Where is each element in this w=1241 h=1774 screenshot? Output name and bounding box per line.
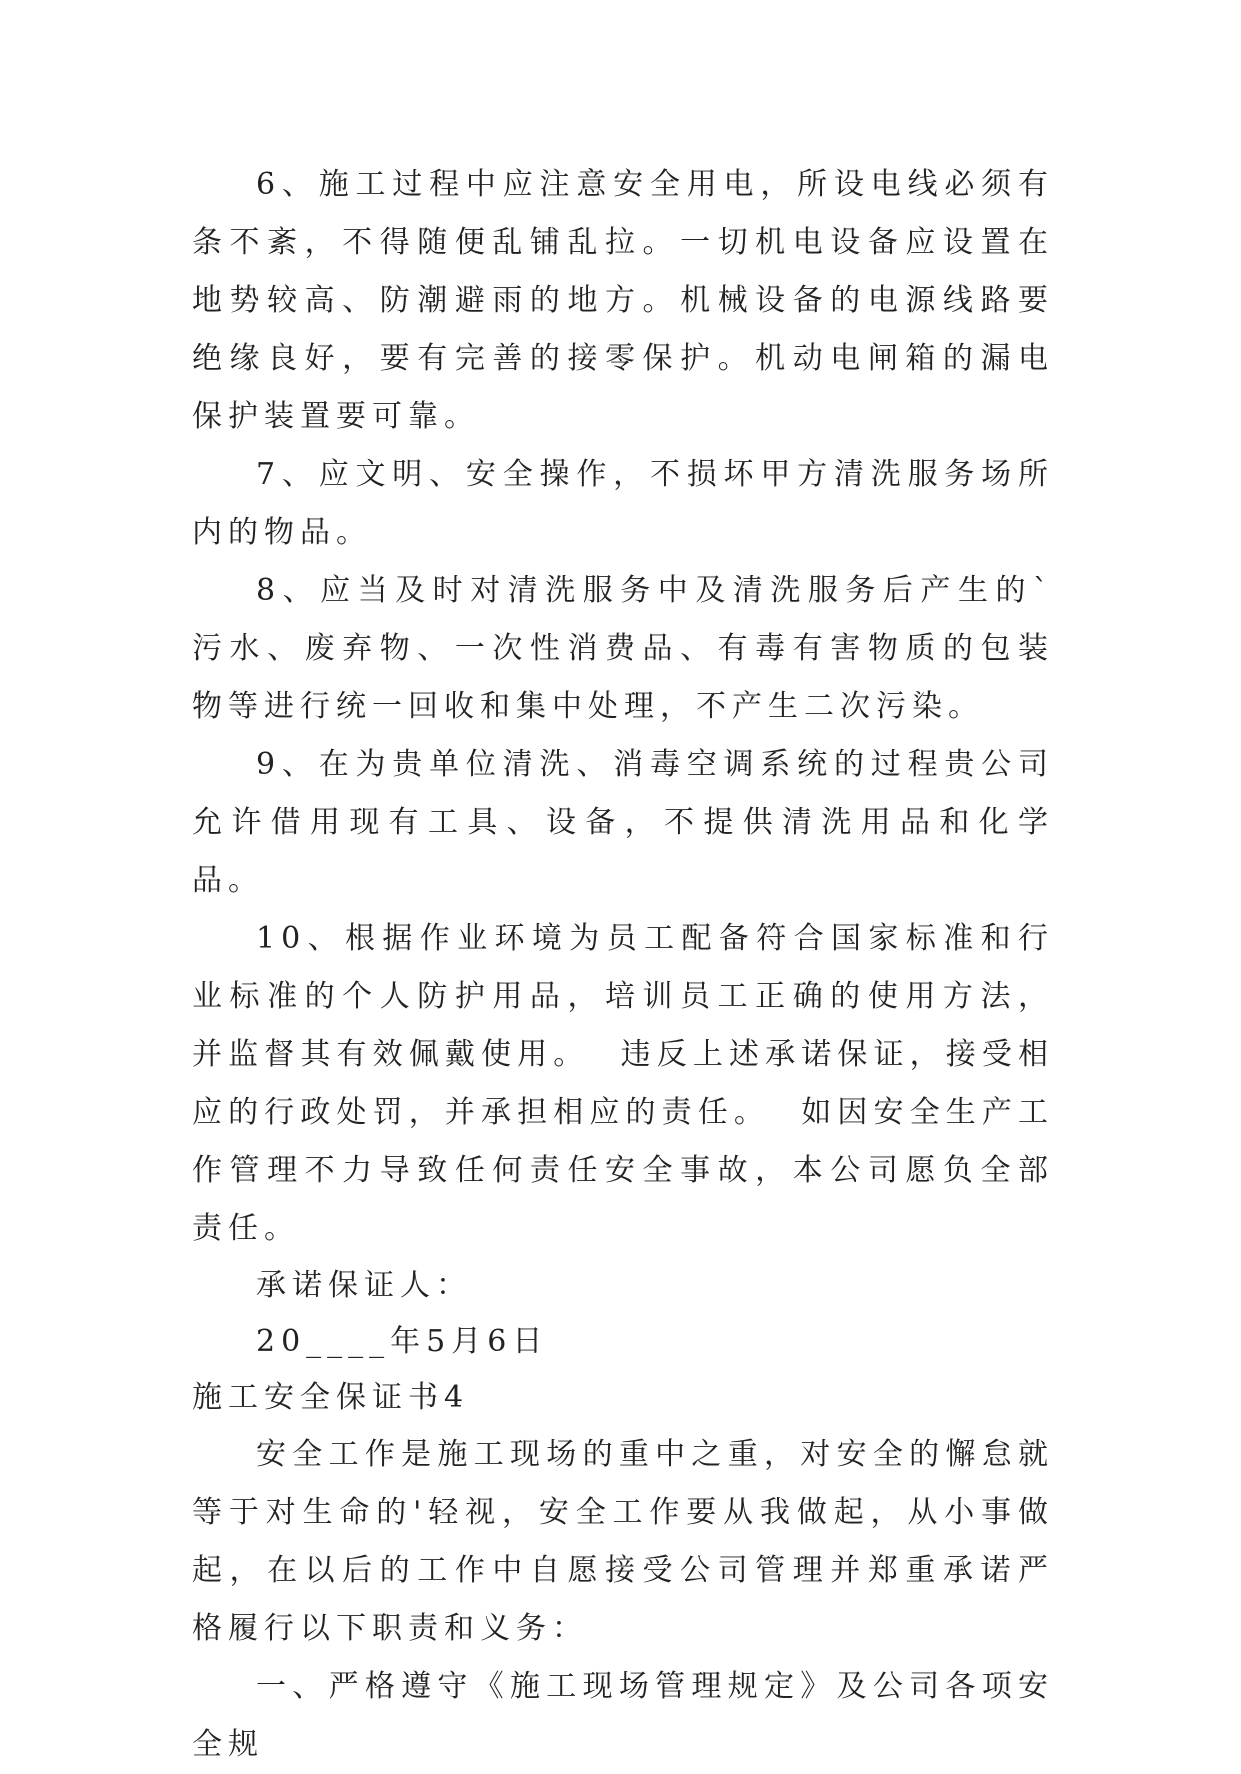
paragraph-item-6: 6、施工过程中应注意安全用电，所设电线必须有条不紊，不得随便乱铺乱拉。一切机电设备应设置在地势较高、防潮避雨的地方。机械设备的电源线路要绝缘良好，要有完善的接零保护。机动电闸箱的漏电保护装置要可靠。	[192, 167, 1054, 434]
document-body	[192, 156, 1054, 1774]
section-title: 施工安全保证书4	[192, 1380, 470, 1415]
signature-date: 20____年5月6日	[256, 1324, 549, 1359]
paragraph-item-7: 7、应文明、安全操作，不损坏甲方清洗服务场所内的物品。	[192, 457, 1054, 550]
clause-one: 一、严格遵守《施工现场管理规定》及公司各项安全规	[192, 1669, 1054, 1762]
paragraph-item-9: 9、在为贵单位清洗、消毒空调系统的过程贵公司允许借用现有工具、设备，不提供清洗用品和化学品。	[192, 747, 1054, 898]
guarantor-label: 承诺保证人：	[256, 1268, 472, 1303]
intro-paragraph: 安全工作是施工现场的重中之重，对安全的懈怠就等于对生命的'轻视，安全工作要从我做起，从小事做起，在以后的工作中自愿接受公司管理并郑重承诺严格履行以下职责和义务：	[192, 1437, 1054, 1646]
paragraph-item-8: 8、应当及时对清洗服务中及清洗服务后产生的`污水、废弃物、一次性消费品、有毒有害物质的包装物等进行统一回收和集中处理，不产生二次污染。	[192, 573, 1054, 724]
paragraph-item-10: 10、根据作业环境为员工配备符合国家标准和行业标准的个人防护用品，培训员工正确的使用方法，并监督其有效佩戴使用。 违反上述承诺保证，接受相应的行政处罚，并承担相应的责任。 如因安全生产工作管理不力导致任何责任安全事故，本公司愿负全部责任。	[192, 921, 1054, 1246]
